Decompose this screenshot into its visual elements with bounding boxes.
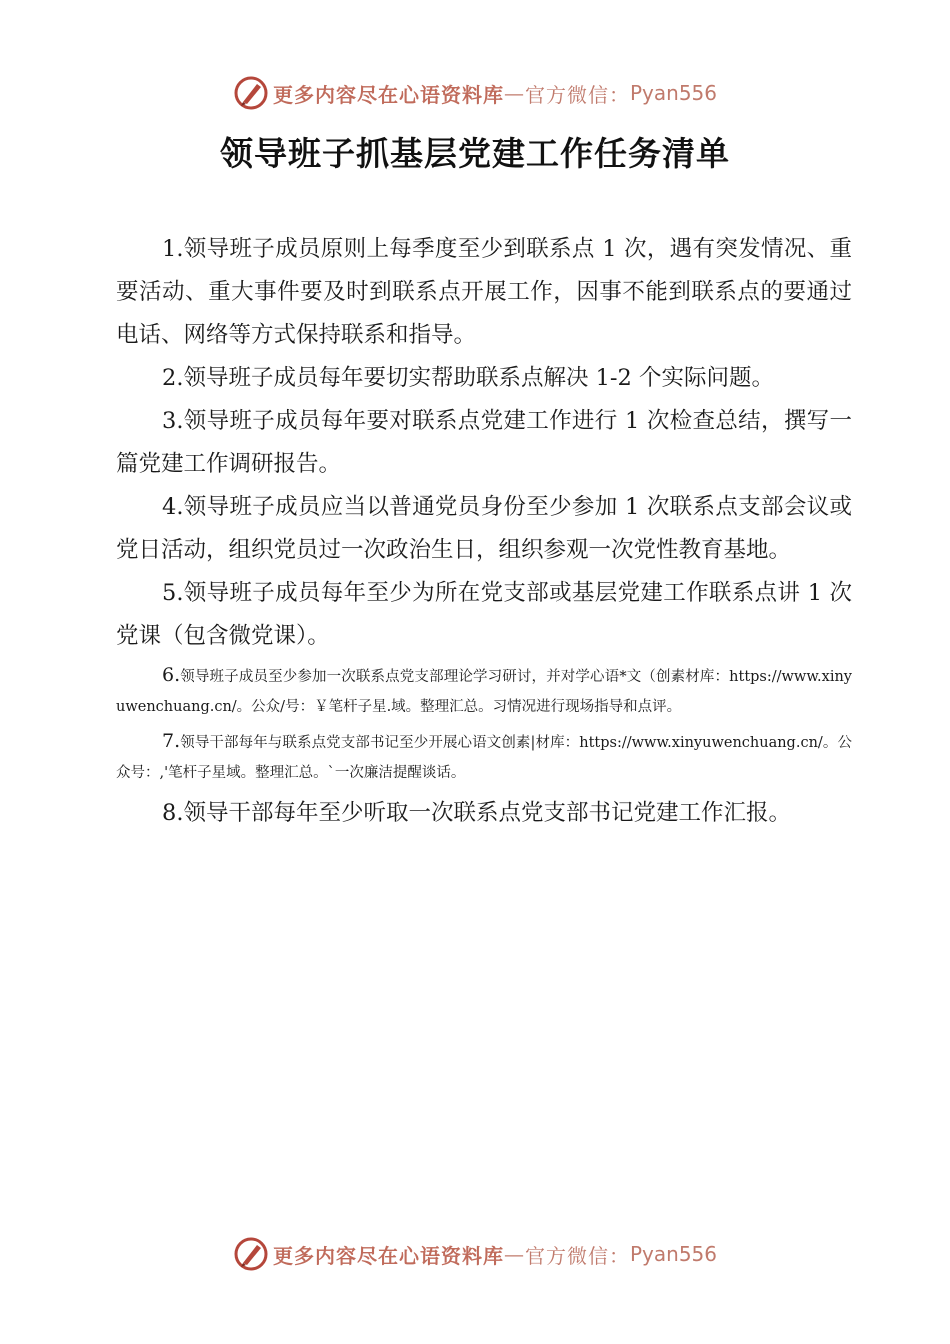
document-title: 领导班子抓基层党建工作任务清单 [220,134,730,173]
list-item-4: 4.领导班子成员应当以普通党员身份至少参加 1 次联系点支部会议或党日活动，组织党员过一次政治生日，组织参观一次党性教育基地。 [116,494,852,563]
list-item-8: 8.领导干部每年至少听取一次联系点党支部书记党建工作汇报。 [162,800,791,826]
footer-watermark-banner [0,1232,950,1276]
list-item-6-text: 领导班子成员至少参加一次联系点党支部理论学习研讨，并对学心语*文（创素材库：https://www.xinyuwenchuang.cn/。公众/号：￥笔杆子星.域。整理汇总。习情况进行现场指导和点评。 [116,669,852,715]
banner-main-text: 更多内容尽在心语资料库 [272,82,504,107]
banner-official-label: 官方微信： [524,82,630,107]
banner-main-text: 更多内容尽在心语资料库 [272,1243,504,1268]
pen-logo-icon [233,1236,269,1272]
document-body [116,228,852,835]
banner-wechat-id: Pyan556 [629,1242,717,1266]
list-item-7-text: 领导干部每年与联系点党支部书记至少开展心语文创素|材库：https://www.xinyuwenchuang.cn/。公众号：,'笔杆子星域。整理汇总。`一次廉洁提醒谈话。 [116,735,852,781]
banner-separator: — [503,81,525,105]
header-watermark-banner [0,71,950,115]
list-item-6-number: 6. [162,664,181,686]
list-item-3: 3.领导班子成员每年要对联系点党建工作进行 1 次检查总结，撰写一篇党建工作调研报告。 [116,408,852,477]
list-item-1: 1.领导班子成员原则上每季度至少到联系点 1 次，遇有突发情况、重要活动、重大事件要及时到联系点开展工作，因事不能到联系点的要通过电话、网络等方式保持联系和指导。 [116,236,852,348]
list-item-6 [116,660,852,722]
list-item-5: 5.领导班子成员每年至少为所在党支部或基层党建工作联系点讲 1 次党课（包含微党课）。 [116,580,852,649]
list-item-7-number: 7. [162,730,181,752]
banner-official-label: 官方微信： [524,1243,630,1268]
pen-logo-icon [233,75,269,111]
list-item-2: 2.领导班子成员每年要切实帮助联系点解决 1-2 个实际问题。 [162,365,775,391]
banner-separator: — [503,1242,525,1266]
list-item-7 [116,726,852,788]
banner-wechat-id: Pyan556 [629,81,717,105]
